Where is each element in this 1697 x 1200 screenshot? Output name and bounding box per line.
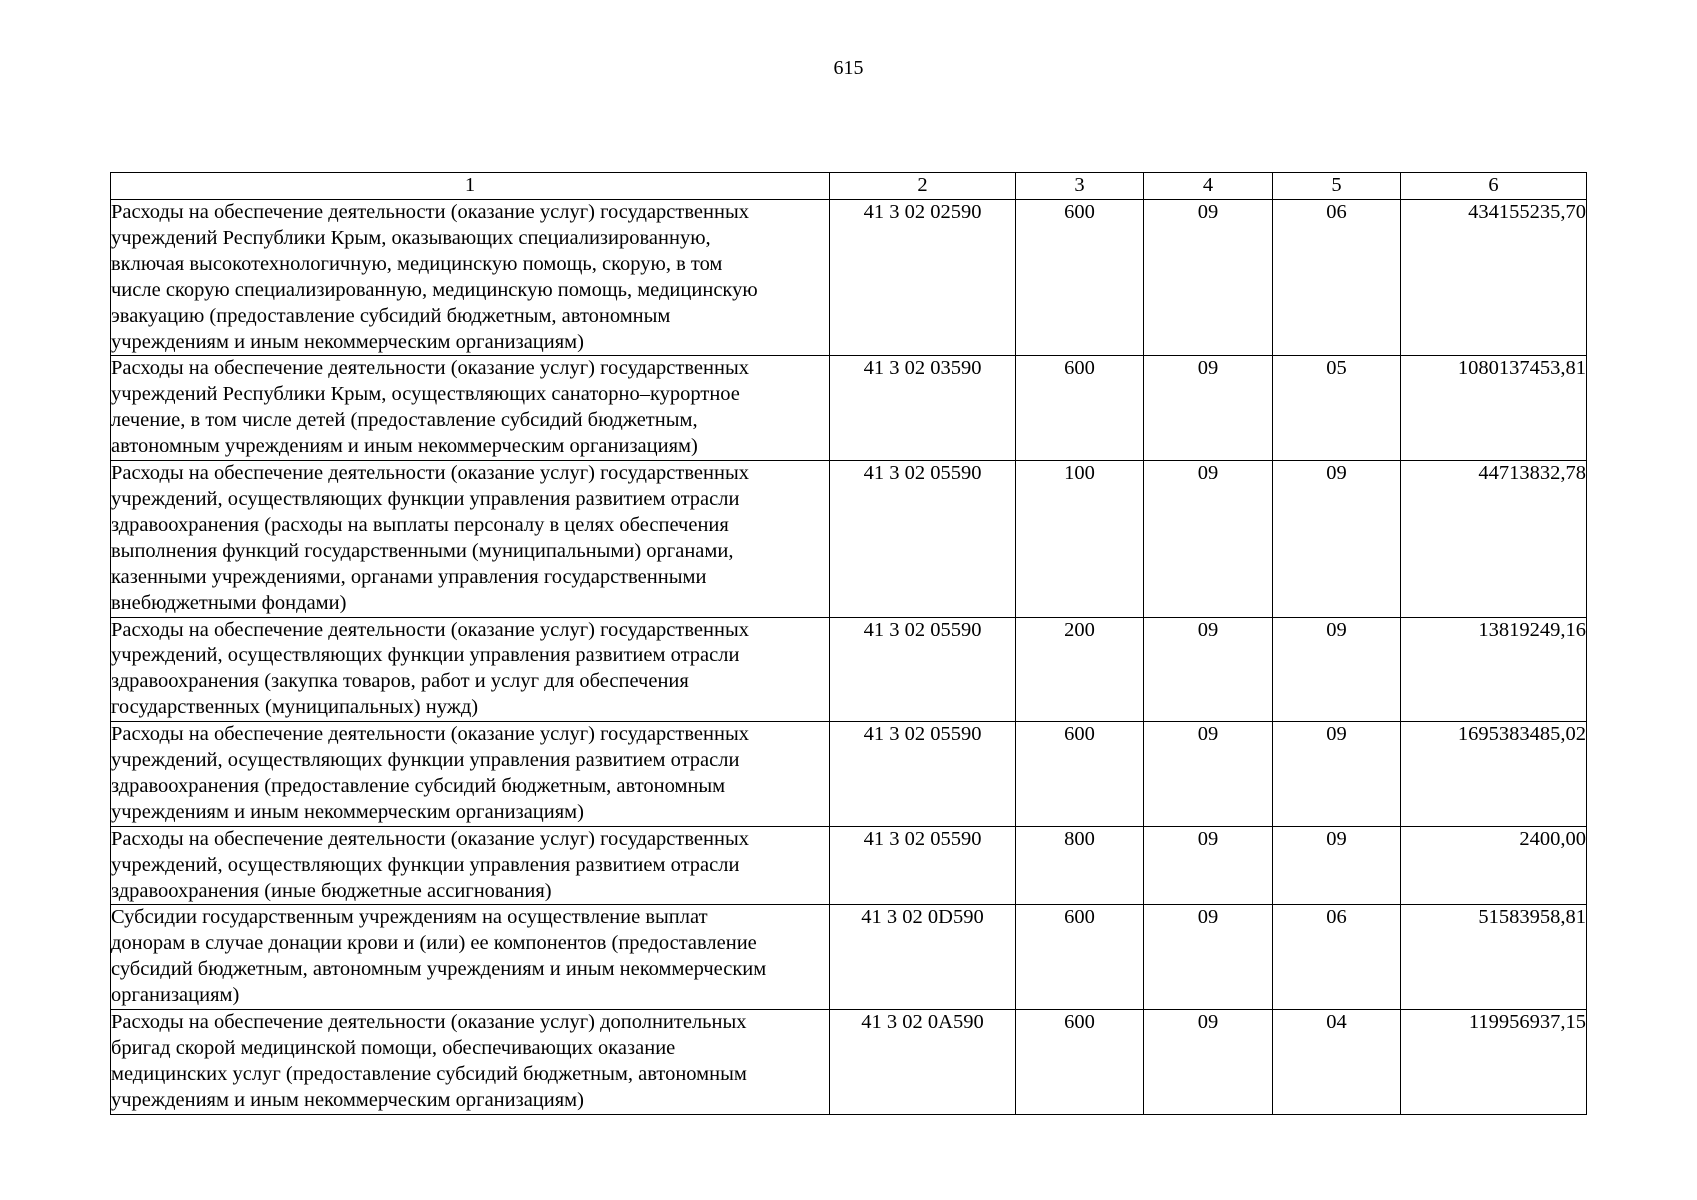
description-line: Субсидии государственным учреждениям на осуществление выплат (111, 906, 708, 929)
description-line: здравоохранения (предоставление субсидий бюджетным, автономным (111, 774, 726, 797)
description-line: Расходы на обеспечение деятельности (оказание услуг) государственных (111, 201, 749, 223)
description-line: учреждений, осуществляющих функции управления развитием отрасли (111, 749, 740, 772)
row-description (111, 617, 830, 722)
row-expense-type: 600 (1016, 200, 1144, 356)
row-amount: 2400,00 (1401, 826, 1587, 905)
budget-table (110, 172, 1587, 1115)
description-line: Расходы на обеспечение деятельности (оказание услуг) государственных (111, 618, 749, 641)
row-expense-type: 600 (1016, 1010, 1144, 1115)
row-section: 09 (1144, 356, 1273, 461)
row-target-code: 41 3 02 03590 (830, 356, 1016, 461)
table-row (111, 905, 1587, 1010)
description-line: числе скорую специализированную, медицинскую помощь, медицинскую (111, 278, 758, 301)
description-line: организациям) (111, 984, 240, 1007)
table-header-row (111, 173, 1587, 200)
description-line: Расходы на обеспечение деятельности (оказание услуг) дополнительных (111, 1011, 747, 1034)
table-row (111, 826, 1587, 905)
row-expense-type: 600 (1016, 722, 1144, 827)
row-section: 09 (1144, 1010, 1273, 1115)
row-section: 09 (1144, 200, 1273, 356)
column-header: 1 (111, 173, 830, 200)
table-row (111, 461, 1587, 617)
description-line: государственных (муниципальных) нужд) (111, 696, 479, 719)
table-body (111, 200, 1587, 1115)
description-line: донорам в случае донации крови и (или) ее компонентов (предоставление (111, 932, 757, 955)
row-section: 09 (1144, 826, 1273, 905)
column-header: 3 (1016, 173, 1144, 200)
description-line: учреждений, осуществляющих функции управления развитием отрасли (111, 853, 740, 876)
row-amount: 1080137453,81 (1401, 356, 1587, 461)
row-section: 09 (1144, 722, 1273, 827)
description-line: учреждениям и иным некоммерческим организациям) (111, 1088, 584, 1111)
row-target-code: 41 3 02 0A590 (830, 1010, 1016, 1115)
row-target-code: 41 3 02 05590 (830, 461, 1016, 617)
row-description (111, 905, 830, 1010)
description-line: учреждений, осуществляющих функции управления развитием отрасли (111, 487, 740, 510)
description-line: внебюджетными фондами) (111, 591, 347, 614)
row-description (111, 722, 830, 827)
description-line: учреждениям и иным некоммерческим организациям) (111, 800, 584, 823)
table-row (111, 1010, 1587, 1115)
row-amount: 51583958,81 (1401, 905, 1587, 1010)
row-expense-type: 100 (1016, 461, 1144, 617)
row-amount: 434155235,70 (1401, 200, 1587, 356)
row-amount: 44713832,78 (1401, 461, 1587, 617)
row-description (111, 356, 830, 461)
description-line: Расходы на обеспечение деятельности (оказание услуг) государственных (111, 827, 749, 850)
row-expense-type: 800 (1016, 826, 1144, 905)
row-subsection: 09 (1273, 826, 1401, 905)
description-line: автономным учреждениям и иным некоммерческим организациям) (111, 435, 698, 458)
description-line: учреждений, осуществляющих функции управления развитием отрасли (111, 644, 740, 667)
description-line: субсидий бюджетным, автономным учреждениям и иным некоммерческим (111, 958, 767, 981)
description-line: Расходы на обеспечение деятельности (оказание услуг) государственных (111, 723, 749, 746)
row-target-code: 41 3 02 0D590 (830, 905, 1016, 1010)
row-subsection: 09 (1273, 722, 1401, 827)
row-section: 09 (1144, 905, 1273, 1010)
table-row (111, 356, 1587, 461)
row-description (111, 461, 830, 617)
row-subsection: 09 (1273, 617, 1401, 722)
column-header: 6 (1401, 173, 1587, 200)
row-subsection: 06 (1273, 905, 1401, 1010)
description-line: Расходы на обеспечение деятельности (оказание услуг) государственных (111, 357, 749, 380)
description-line: медицинских услуг (предоставление субсидий бюджетным, автономным (111, 1062, 747, 1085)
row-subsection: 05 (1273, 356, 1401, 461)
description-line: Расходы на обеспечение деятельности (оказание услуг) государственных (111, 462, 749, 485)
row-subsection: 09 (1273, 461, 1401, 617)
row-description (111, 826, 830, 905)
description-line: здравоохранения (расходы на выплаты персоналу в целях обеспечения (111, 513, 729, 536)
description-line: здравоохранения (иные бюджетные ассигнования) (111, 879, 552, 902)
description-line: эвакуацию (предоставление субсидий бюджетным, автономным (111, 304, 671, 327)
column-header: 2 (830, 173, 1016, 200)
row-amount: 1695383485,02 (1401, 722, 1587, 827)
row-target-code: 41 3 02 05590 (830, 826, 1016, 905)
row-amount: 13819249,16 (1401, 617, 1587, 722)
row-subsection: 04 (1273, 1010, 1401, 1115)
table-row (111, 722, 1587, 827)
row-description (111, 1010, 830, 1115)
row-expense-type: 600 (1016, 905, 1144, 1010)
description-line: лечение, в том числе детей (предоставление субсидий бюджетным, (111, 409, 698, 432)
description-line: учреждениям и иным некоммерческим организациям) (111, 330, 584, 353)
description-line: казенными учреждениями, органами управления государственными (111, 565, 707, 588)
description-line: здравоохранения (закупка товаров, работ и услуг для обеспечения (111, 670, 689, 693)
description-line: включая высокотехнологичную, медицинскую помощь, скорую, в том (111, 252, 723, 275)
row-section: 09 (1144, 617, 1273, 722)
row-expense-type: 600 (1016, 356, 1144, 461)
row-subsection: 06 (1273, 200, 1401, 356)
page-number: 615 (833, 57, 864, 79)
description-line: учреждений Республики Крым, осуществляющих санаторно–курортное (111, 383, 740, 406)
column-header: 4 (1144, 173, 1273, 200)
table-row (111, 200, 1587, 356)
row-description (111, 200, 830, 356)
row-expense-type: 200 (1016, 617, 1144, 722)
column-header: 5 (1273, 173, 1401, 200)
row-target-code: 41 3 02 05590 (830, 617, 1016, 722)
row-section: 09 (1144, 461, 1273, 617)
row-target-code: 41 3 02 05590 (830, 722, 1016, 827)
row-target-code: 41 3 02 02590 (830, 200, 1016, 356)
table-row (111, 617, 1587, 722)
description-line: бригад скорой медицинской помощи, обеспечивающих оказание (111, 1037, 676, 1059)
description-line: учреждений Республики Крым, оказывающих специализированную, (111, 226, 711, 249)
description-line: выполнения функций государственными (муниципальными) органами, (111, 539, 734, 562)
row-amount: 119956937,15 (1401, 1010, 1587, 1115)
